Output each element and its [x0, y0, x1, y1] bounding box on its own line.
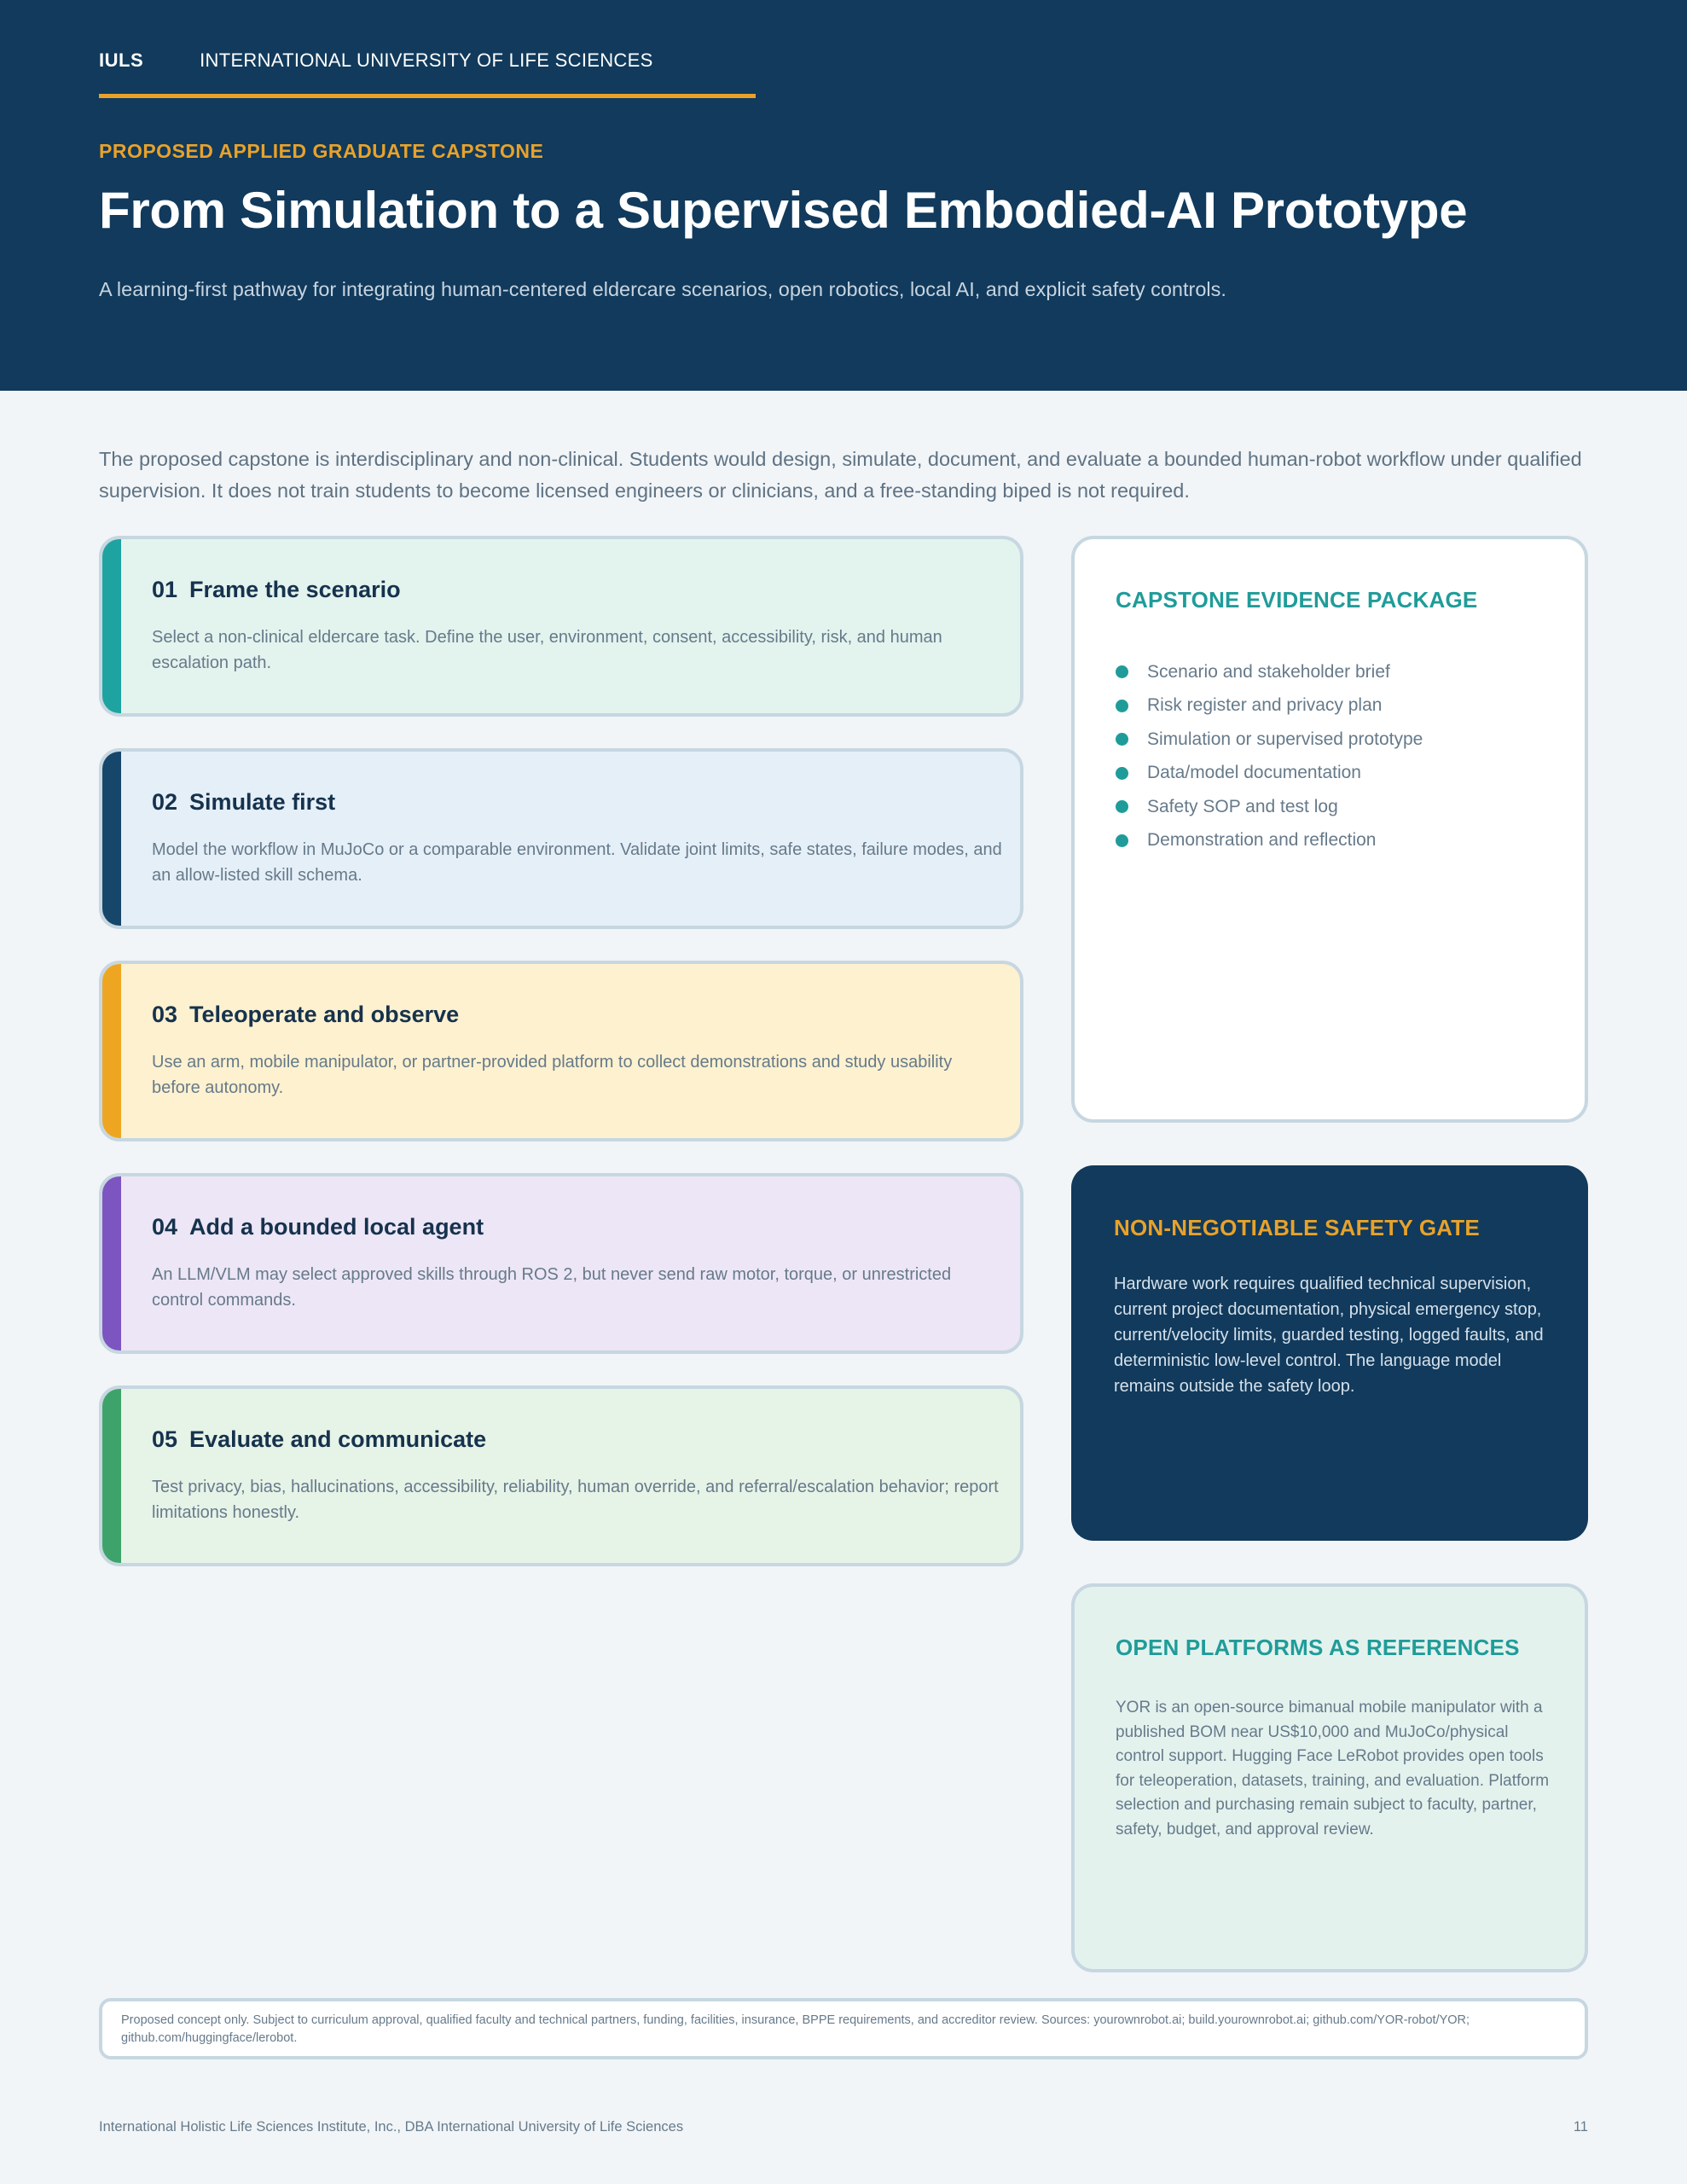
- brand-divider: [99, 94, 756, 98]
- section-kicker: PROPOSED APPLIED GRADUATE CAPSTONE: [99, 140, 544, 162]
- bullet-icon: [1116, 834, 1128, 847]
- step-accent-bar: [102, 539, 121, 713]
- page-title: From Simulation to a Supervised Embodied-AI Prototype: [99, 182, 1468, 239]
- bullet-icon: [1116, 767, 1128, 780]
- safety-gate-panel: [1071, 1165, 1588, 1541]
- step-heading: [152, 577, 401, 603]
- evidence-item: [1116, 655, 1423, 689]
- intro-paragraph: The proposed capstone is interdisciplinary and non-clinical. Students would design, simulate, document, and evaluate a bounded human-robot workflow under qualified supervision. It does not train students to become licensed engineers or clinicians, and a free-standing biped is not required.: [99, 448, 1582, 502]
- step-card-frame-scenario: [99, 536, 1023, 717]
- bullet-icon: [1116, 700, 1128, 712]
- evidence-item-label: Risk register and privacy plan: [1147, 695, 1383, 716]
- bullet-icon: [1116, 733, 1128, 746]
- step-number: 04: [152, 1214, 178, 1240]
- open-platforms-title: OPEN PLATFORMS AS REFERENCES: [1116, 1635, 1520, 1660]
- open-platforms-panel: [1071, 1583, 1588, 1972]
- step-heading: [152, 1426, 486, 1453]
- footer-organization: International Holistic Life Sciences Institute, Inc., DBA International University of Life Sciences: [99, 2119, 684, 2135]
- bullet-icon: [1116, 665, 1128, 678]
- step-card-teleoperate: [99, 961, 1023, 1141]
- step-title: Simulate first: [189, 789, 336, 815]
- step-number: 03: [152, 1002, 178, 1027]
- evidence-item: [1116, 824, 1423, 858]
- step-description: Test privacy, bias, hallucinations, accessibility, reliability, human override, and referral/escalation behavior; report limitations honestly.: [152, 1478, 999, 1522]
- evidence-item-label: Demonstration and reflection: [1147, 830, 1377, 851]
- step-description: Model the workflow in MuJoCo or a comparable environment. Validate joint limits, safe states, failure modes, and an allow-listed skill schema.: [152, 840, 1002, 885]
- step-accent-bar: [102, 1389, 121, 1563]
- step-accent-bar: [102, 964, 121, 1138]
- safety-text: Hardware work requires qualified technical supervision, current project documentation, physical emergency stop, current/velocity limits, guarded testing, logged faults, and deterministic low-level control. The language model remains outside the safety loop.: [1114, 1275, 1544, 1396]
- evidence-item-label: Simulation or supervised prototype: [1147, 729, 1423, 749]
- bullet-icon: [1116, 800, 1128, 813]
- page-number: 11: [1573, 2119, 1588, 2135]
- step-number: 01: [152, 577, 178, 602]
- step-title: Frame the scenario: [189, 577, 401, 602]
- evidence-item: [1116, 689, 1423, 723]
- disclaimer-notice: Proposed concept only. Subject to curriculum approval, qualified faculty and technical partners, funding, facilities, insurance, BPPE requirements, and accreditor review. Sources: yourownrobot.ai; build.yourownrobot.ai; github.com/YOR-robot/YOR; github.com/huggingface/lerobot.: [99, 1998, 1588, 2059]
- step-accent-bar: [102, 752, 121, 926]
- header-banner: [0, 0, 1687, 391]
- page-subtitle: A learning-first pathway for integrating human-centered eldercare scenarios, open robotics, local AI, and explicit safety controls.: [99, 278, 1226, 300]
- evidence-item: [1116, 723, 1423, 757]
- step-heading: [152, 1002, 459, 1028]
- evidence-item-label: Scenario and stakeholder brief: [1147, 661, 1390, 682]
- evidence-item: [1116, 757, 1423, 791]
- step-number: 02: [152, 789, 178, 815]
- evidence-item: [1116, 790, 1423, 824]
- step-title: Teleoperate and observe: [189, 1002, 460, 1027]
- evidence-item-label: Data/model documentation: [1147, 763, 1361, 783]
- step-card-evaluate: [99, 1385, 1023, 1566]
- step-title: Add a bounded local agent: [189, 1214, 484, 1240]
- step-number: 05: [152, 1426, 178, 1452]
- step-description: Select a non-clinical eldercare task. Define the user, environment, consent, accessibility, risk, and human escalation path.: [152, 628, 942, 672]
- evidence-title: CAPSTONE EVIDENCE PACKAGE: [1116, 587, 1478, 613]
- evidence-list: [1116, 655, 1423, 857]
- step-description: Use an arm, mobile manipulator, or partner-provided platform to collect demonstrations and study usability before autonomy.: [152, 1053, 953, 1097]
- brand-name: INTERNATIONAL UNIVERSITY OF LIFE SCIENCES: [200, 49, 653, 71]
- step-card-local-agent: [99, 1173, 1023, 1354]
- step-accent-bar: [102, 1176, 121, 1350]
- step-heading: [152, 1214, 484, 1240]
- step-title: Evaluate and communicate: [189, 1426, 487, 1452]
- brand-row: [99, 49, 653, 72]
- brand-abbreviation: IULS: [99, 49, 144, 71]
- open-platforms-text: YOR is an open-source bimanual mobile manipulator with a published BOM near US$10,000 and MuJoCo/physical control support. Hugging Face LeRobot provides open tools for teleoperation, datasets, training, and evaluation. Platform selection and purchasing remain subject to faculty, partner, safety, budget, and approval review.: [1116, 1699, 1550, 1838]
- step-card-simulate-first: [99, 748, 1023, 929]
- step-description: An LLM/VLM may select approved skills through ROS 2, but never send raw motor, torque, or unrestricted control commands.: [152, 1265, 952, 1310]
- evidence-item-label: Safety SOP and test log: [1147, 796, 1338, 816]
- step-heading: [152, 789, 335, 816]
- safety-title: NON-NEGOTIABLE SAFETY GATE: [1114, 1215, 1480, 1240]
- evidence-package-panel: [1071, 536, 1588, 1123]
